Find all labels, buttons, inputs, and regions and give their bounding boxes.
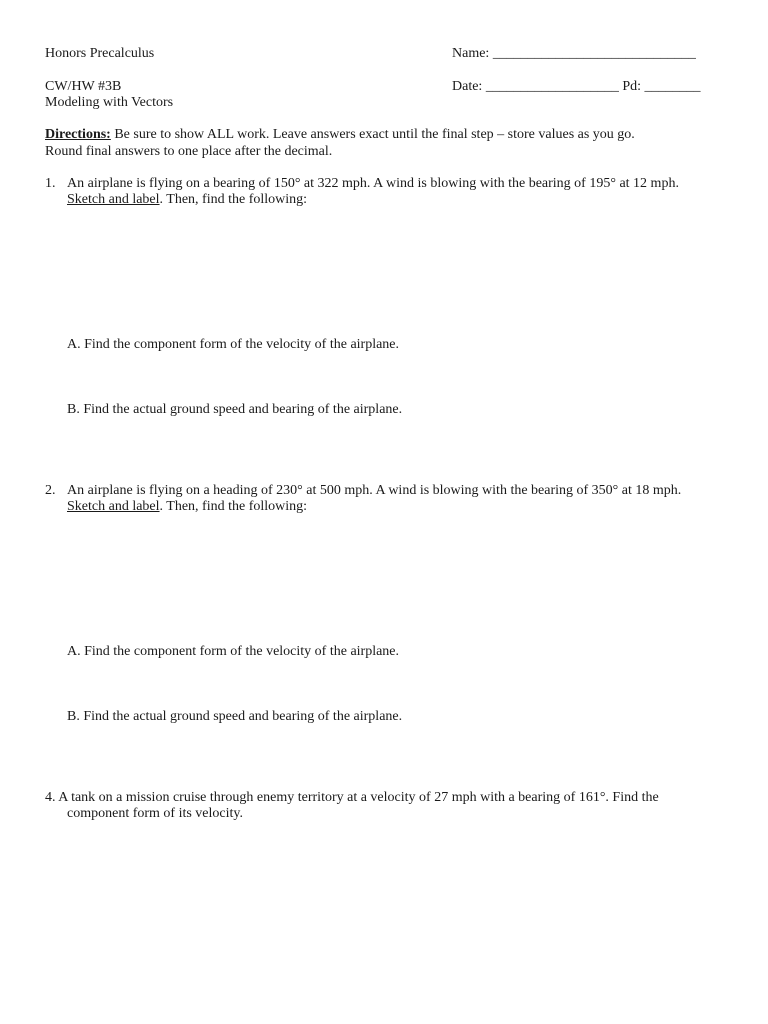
problem-2-instruction — [67, 499, 307, 515]
problem-1-part-a: A. Find the component form of the velocity of the airplane. — [67, 337, 400, 352]
date-label: Date: — [452, 79, 483, 94]
then-text: . Then, find the following: — [159, 192, 308, 207]
problem-4-text-cont: component form of its velocity. — [67, 806, 243, 821]
problem-1-number: 1. — [45, 176, 56, 191]
pd-label: Pd: — [622, 79, 642, 94]
pd-blank: ________ — [644, 79, 701, 94]
directions-label: Directions: — [45, 127, 111, 142]
name-label: Name: — [452, 46, 490, 61]
problem-1-text: An airplane is flying on a bearing of 150° at 322 mph. A wind is blowing with the bearing of 195° at 12 mph. — [67, 176, 679, 191]
name-line — [452, 46, 696, 62]
course-title: Honors Precalculus — [45, 46, 155, 61]
date-blank: ___________________ — [485, 79, 619, 94]
then-text: . Then, find the following: — [159, 499, 308, 514]
topic-title: Modeling with Vectors — [45, 95, 174, 110]
problem-2-part-b: B. Find the actual ground speed and bearing of the airplane. — [67, 709, 403, 724]
problem-2-number: 2. — [45, 483, 56, 498]
date-pd-line — [452, 79, 701, 95]
problem-1-instruction — [67, 192, 307, 208]
problem-2-text: An airplane is flying on a heading of 230° at 500 mph. A wind is blowing with the bearing of 350° at 18 mph. — [67, 483, 682, 498]
problem-2-part-a: A. Find the component form of the velocity of the airplane. — [67, 644, 400, 659]
directions-line-1 — [45, 127, 635, 143]
assignment-label: CW/HW #3B — [45, 79, 122, 94]
problem-4-text: 4. A tank on a mission cruise through enemy territory at a velocity of 27 mph with a bearing of 161°. Find the — [45, 790, 659, 805]
directions-text: Be sure to show ALL work. Leave answers exact until the final step – store values as you go. — [110, 127, 635, 142]
directions-line-2: Round final answers to one place after the decimal. — [45, 144, 333, 159]
sketch-label: Sketch and label — [67, 499, 160, 514]
sketch-label: Sketch and label — [67, 192, 160, 207]
problem-1-part-b: B. Find the actual ground speed and bearing of the airplane. — [67, 402, 403, 417]
name-blank: _____________________________ — [492, 46, 696, 61]
